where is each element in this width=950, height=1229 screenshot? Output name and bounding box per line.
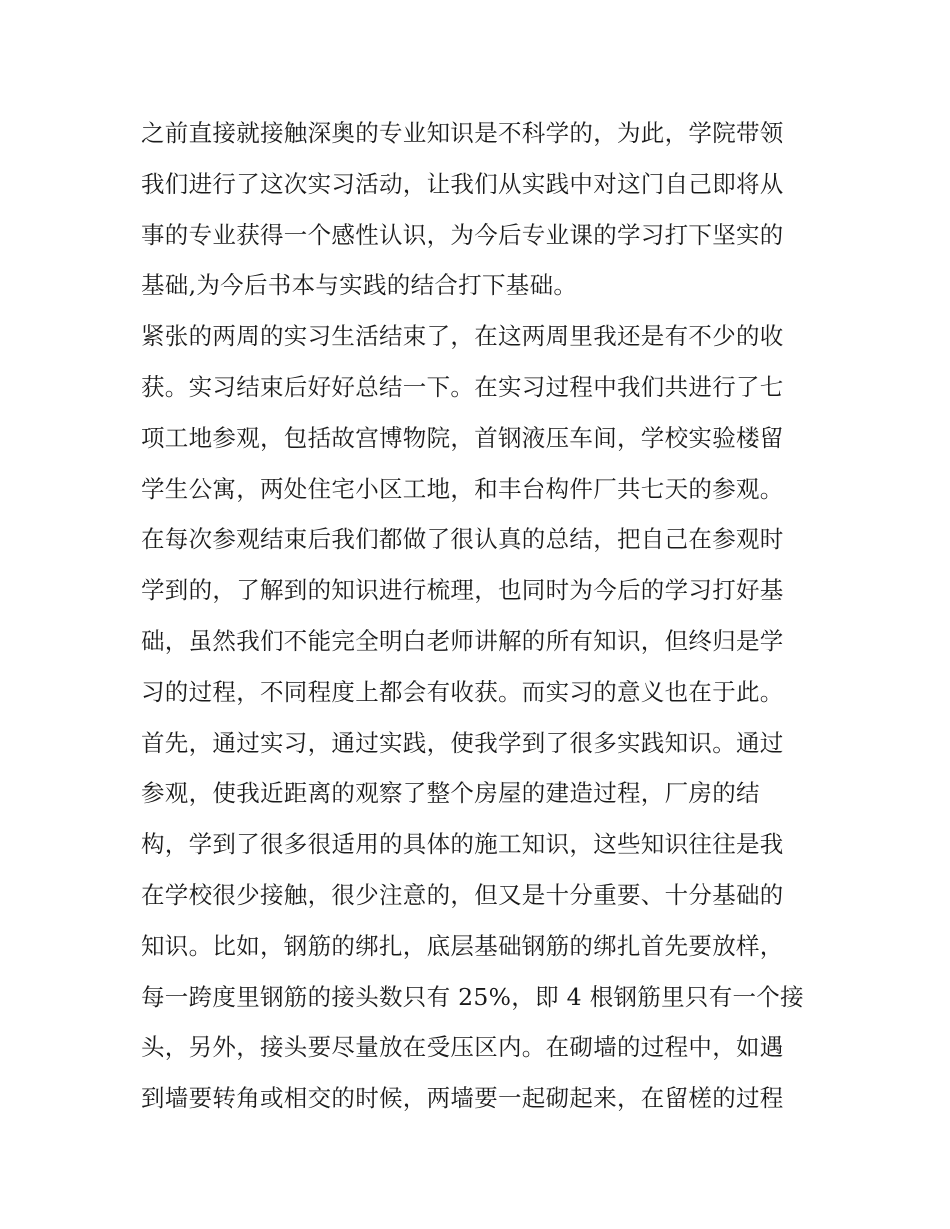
text-line: 我们进行了这次实习活动，让我们从实践中对这门自己即将从: [141, 169, 784, 198]
text-line: 每一跨度里钢筋的接头数只有 25%，即 4 根钢筋里只有一个接: [141, 982, 804, 1011]
text-line: 紧张的两周的实习生活结束了，在这两周里我还是有不少的收: [141, 322, 784, 351]
text-line: 到墙要转角或相交的时候，两墙要一起砌起来，在留槎的过程: [141, 1084, 784, 1113]
text-line: 项工地参观，包括故宫博物院，首钢液压车间，学校实验楼留: [141, 423, 784, 452]
text-line: 在每次参观结束后我们都做了很认真的总结，把自己在参观时: [141, 525, 784, 554]
text-line: 构，学到了很多很适用的具体的施工知识，这些知识往往是我: [141, 830, 784, 859]
text-line: 参观，使我近距离的观察了整个房屋的建造过程，厂房的结: [141, 779, 760, 808]
text-line: 基础,为今后书本与实践的结合打下基础。: [141, 271, 578, 300]
text-line: 在学校很少接触，很少注意的，但又是十分重要、十分基础的: [141, 880, 784, 909]
text-line: 事的专业获得一个感性认识，为今后专业课的学习打下坚实的: [141, 220, 784, 249]
text-line: 首先，通过实习，通过实践，使我学到了很多实践知识。通过: [141, 728, 784, 757]
text-line: 获。实习结束后好好总结一下。在实习过程中我们共进行了七: [141, 372, 784, 401]
text-line: 头，另外，接头要尽量放在受压区内。在砌墙的过程中，如遇: [141, 1033, 784, 1062]
text-line: 学生公寓，两处住宅小区工地，和丰台构件厂共七天的参观。: [141, 474, 784, 503]
text-line: 之前直接就接触深奥的专业知识是不科学的，为此，学院带领: [141, 119, 784, 147]
text-line: 习的过程，不同程度上都会有收获。而实习的意义也在于此。: [141, 677, 784, 706]
text-line: 知识。比如，钢筋的绑扎，底层基础钢筋的绑扎首先要放样，: [141, 931, 784, 960]
body-text: [141, 108, 821, 1124]
text-line: 学到的，了解到的知识进行梳理，也同时为今后的学习打好基: [141, 576, 784, 605]
text-line: 础，虽然我们不能完全明白老师讲解的所有知识，但终归是学: [141, 626, 784, 655]
